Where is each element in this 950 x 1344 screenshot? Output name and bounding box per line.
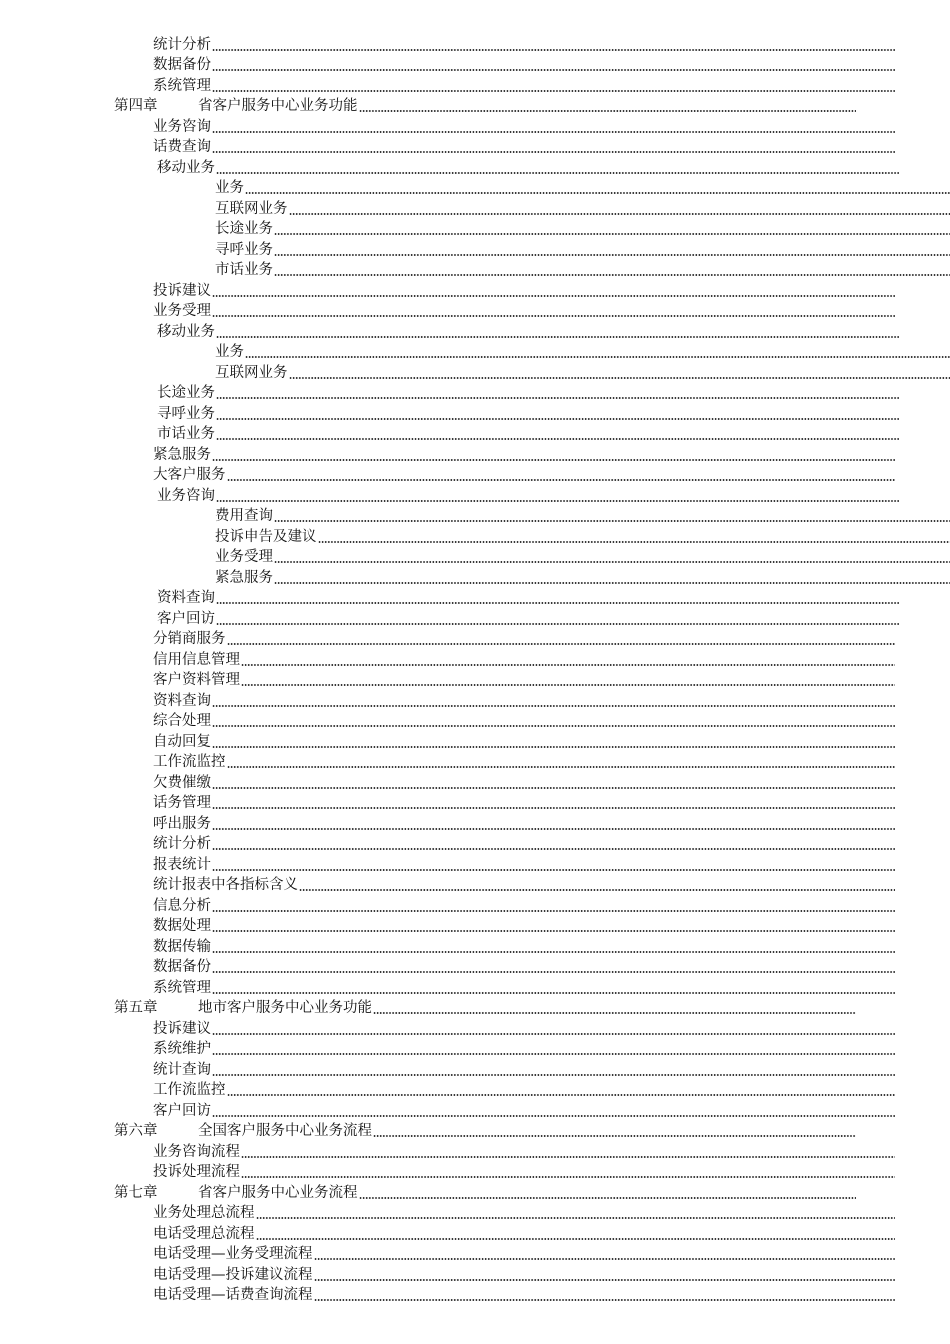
toc-entry-title: 电话受理—话费查询流程 — [153, 1287, 313, 1303]
toc-chapter-entry[interactable] — [0, 1120, 856, 1141]
dot-leader — [212, 807, 895, 809]
dot-leader — [289, 213, 950, 215]
toc-entry-title: 电话受理总流程 — [153, 1225, 255, 1242]
dot-leader — [274, 233, 950, 235]
toc-entry[interactable] — [0, 1079, 895, 1100]
toc-entry-title: 市话业务 — [215, 262, 273, 278]
toc-entry-title: 分销商服务 — [153, 631, 226, 647]
dot-leader — [274, 520, 950, 522]
dot-leader — [212, 49, 895, 51]
dot-leader — [212, 151, 895, 153]
toc-entry[interactable] — [0, 1140, 895, 1161]
toc-entry-title: 资料查询 — [157, 590, 215, 606]
dot-leader — [212, 315, 895, 317]
chapter-number: 第七章 — [114, 1184, 158, 1201]
toc-entry-title: 投诉处理流程 — [153, 1164, 240, 1180]
toc-entry-title: 数据备份 — [153, 959, 211, 975]
toc-entry-title: 投诉建议 — [153, 282, 211, 299]
dot-leader — [227, 643, 896, 645]
toc-entry-title: 长途业务 — [157, 385, 215, 401]
toc-entry-title: 紧急服务 — [153, 446, 211, 463]
toc-entry[interactable] — [0, 1202, 895, 1223]
toc-entry-title: 统计报表中各指标含义 — [153, 877, 298, 893]
dot-leader — [212, 90, 895, 92]
toc-entry-title: 系统维护 — [153, 1041, 211, 1057]
dot-leader — [227, 479, 896, 481]
toc-entry-title: 地市客户服务中心业务功能 — [198, 1000, 372, 1016]
toc-entry[interactable] — [0, 935, 895, 956]
toc-entry[interactable] — [0, 136, 895, 157]
toc-entry[interactable] — [0, 566, 950, 587]
toc-entry[interactable] — [0, 238, 950, 259]
dot-leader — [216, 623, 899, 625]
dot-leader — [299, 889, 895, 891]
dot-leader — [359, 110, 857, 112]
dot-leader — [241, 1156, 895, 1158]
toc-entry-title: 客户资料管理 — [153, 672, 240, 688]
chapter-number: 第四章 — [114, 98, 158, 114]
dot-leader — [212, 459, 895, 461]
dot-leader — [359, 1197, 857, 1199]
dot-leader — [212, 1115, 895, 1117]
dot-leader — [212, 828, 895, 830]
toc-entry[interactable] — [0, 505, 950, 526]
toc-entry-title: 业务 — [215, 344, 244, 360]
toc-entry[interactable] — [0, 730, 895, 751]
toc-entry[interactable] — [0, 833, 895, 854]
toc-entry-title: 互联网业务 — [215, 200, 288, 217]
dot-leader — [212, 746, 895, 748]
toc-entry[interactable] — [0, 33, 895, 54]
dot-leader — [245, 356, 950, 358]
toc-entry-title: 电话受理—投诉建议流程 — [153, 1266, 313, 1283]
dot-leader — [212, 910, 895, 912]
toc-entry[interactable] — [0, 218, 950, 239]
toc-entry-title: 长途业务 — [215, 221, 273, 237]
toc-entry-title: 统计分析 — [153, 36, 211, 53]
dot-leader — [274, 561, 950, 563]
toc-entry-title: 全国客户服务中心业务流程 — [198, 1123, 372, 1139]
dot-leader — [289, 377, 950, 379]
toc-entry[interactable] — [0, 1038, 895, 1059]
toc-entry[interactable] — [0, 546, 950, 567]
toc-entry[interactable] — [0, 669, 895, 690]
toc-entry-title: 业务咨询 — [153, 118, 211, 135]
toc-entry-title: 系统管理 — [153, 77, 211, 94]
toc-entry-title: 呼出服务 — [153, 815, 211, 832]
toc-entry[interactable] — [0, 607, 899, 628]
toc-entry[interactable] — [0, 177, 950, 198]
dot-leader — [212, 951, 895, 953]
dot-leader — [212, 725, 895, 727]
toc-entry-title: 业务受理 — [215, 549, 273, 565]
toc-entry[interactable] — [0, 525, 950, 546]
toc-entry-title: 综合处理 — [153, 713, 211, 729]
toc-entry-title: 投诉建议 — [153, 1020, 211, 1037]
dot-leader — [212, 787, 895, 789]
dot-leader — [212, 1053, 895, 1055]
dot-leader — [274, 274, 950, 276]
toc-entry-title: 报表统计 — [153, 856, 211, 873]
toc-entry-title: 寻呼业务 — [215, 241, 273, 258]
toc-entry-title: 数据处理 — [153, 918, 211, 934]
dot-leader — [212, 705, 895, 707]
table-of-contents — [0, 33, 950, 1304]
toc-entry[interactable] — [0, 382, 899, 403]
dot-leader — [227, 1094, 896, 1096]
chapter-number: 第五章 — [114, 1000, 158, 1016]
dot-leader — [212, 992, 895, 994]
toc-entry[interactable] — [0, 894, 895, 915]
toc-entry-title: 工作流监控 — [153, 754, 226, 770]
toc-entry[interactable] — [0, 156, 899, 177]
toc-entry-title: 互联网业务 — [215, 364, 288, 381]
dot-leader — [212, 1074, 895, 1076]
toc-entry[interactable] — [0, 279, 895, 300]
dot-leader — [216, 172, 899, 174]
toc-entry-title: 话务管理 — [153, 795, 211, 811]
toc-entry[interactable] — [0, 464, 895, 485]
toc-chapter-entry[interactable] — [0, 997, 856, 1018]
dot-leader — [227, 766, 896, 768]
dot-leader — [245, 192, 950, 194]
dot-leader — [212, 1033, 895, 1035]
toc-entry[interactable] — [0, 74, 895, 95]
toc-entry-title: 省客户服务中心业务流程 — [198, 1184, 358, 1201]
toc-entry[interactable] — [0, 361, 950, 382]
toc-entry[interactable] — [0, 341, 950, 362]
dot-leader — [241, 1176, 895, 1178]
toc-entry[interactable] — [0, 54, 895, 75]
toc-chapter-entry[interactable] — [0, 1181, 856, 1202]
toc-entry-title: 业务 — [215, 180, 244, 196]
toc-entry-title: 自动回复 — [153, 733, 211, 750]
dot-leader — [216, 418, 899, 420]
toc-entry-title: 省客户服务中心业务功能 — [198, 98, 358, 114]
dot-leader — [212, 848, 895, 850]
toc-entry-title: 紧急服务 — [215, 569, 273, 586]
toc-entry[interactable] — [0, 1284, 895, 1305]
toc-entry-title: 业务咨询 — [157, 487, 215, 504]
toc-entry[interactable] — [0, 915, 895, 936]
dot-leader — [314, 1299, 896, 1301]
toc-entry-title: 寻呼业务 — [157, 405, 215, 422]
toc-entry-title: 客户回访 — [153, 1102, 211, 1119]
toc-entry[interactable] — [0, 402, 899, 423]
toc-entry-title: 欠费催缴 — [153, 774, 211, 791]
toc-entry[interactable] — [0, 1222, 895, 1243]
dot-leader — [373, 1012, 856, 1014]
toc-entry[interactable] — [0, 956, 895, 977]
toc-chapter-entry[interactable] — [0, 95, 856, 116]
dot-leader — [216, 500, 899, 502]
dot-leader — [241, 664, 895, 666]
dot-leader — [216, 438, 899, 440]
toc-entry[interactable] — [0, 1017, 895, 1038]
dot-leader — [216, 397, 899, 399]
toc-entry[interactable] — [0, 812, 895, 833]
toc-entry[interactable] — [0, 689, 895, 710]
toc-entry-title: 电话受理—业务受理流程 — [153, 1246, 313, 1262]
dot-leader — [314, 1258, 896, 1260]
toc-entry[interactable] — [0, 751, 895, 772]
toc-entry[interactable] — [0, 771, 895, 792]
dot-leader — [216, 336, 899, 338]
toc-entry[interactable] — [0, 853, 895, 874]
chapter-number: 第六章 — [114, 1123, 158, 1139]
dot-leader — [212, 930, 895, 932]
toc-entry-title: 市话业务 — [157, 426, 215, 442]
toc-entry[interactable] — [0, 1243, 895, 1264]
toc-entry[interactable] — [0, 259, 950, 280]
toc-entry-title: 资料查询 — [153, 692, 211, 709]
toc-entry[interactable] — [0, 115, 895, 136]
dot-leader — [256, 1238, 896, 1240]
toc-entry-title: 数据备份 — [153, 57, 211, 73]
toc-entry-title: 业务受理 — [153, 303, 211, 319]
toc-entry-title: 业务处理总流程 — [153, 1205, 255, 1221]
toc-entry-title: 数据传输 — [153, 938, 211, 955]
dot-leader — [216, 602, 899, 604]
dot-leader — [212, 131, 895, 133]
toc-entry[interactable] — [0, 443, 895, 464]
toc-entry[interactable] — [0, 587, 899, 608]
toc-entry[interactable] — [0, 1099, 895, 1120]
toc-entry-title: 费用查询 — [215, 508, 273, 524]
dot-leader — [212, 69, 895, 71]
dot-leader — [373, 1135, 856, 1137]
dot-leader — [241, 684, 895, 686]
toc-entry-title: 统计分析 — [153, 836, 211, 852]
toc-entry[interactable] — [0, 320, 899, 341]
toc-entry-title: 移动业务 — [157, 323, 215, 340]
toc-entry[interactable] — [0, 484, 899, 505]
toc-entry[interactable] — [0, 1263, 895, 1284]
toc-entry-title: 工作流监控 — [153, 1082, 226, 1098]
toc-entry-title: 话费查询 — [153, 139, 211, 155]
toc-entry[interactable] — [0, 976, 895, 997]
dot-leader — [212, 971, 895, 973]
toc-entry-title: 客户回访 — [157, 610, 215, 627]
toc-entry-title: 系统管理 — [153, 979, 211, 996]
dot-leader — [274, 582, 950, 584]
dot-leader — [314, 1279, 896, 1281]
toc-entry[interactable] — [0, 874, 895, 895]
toc-entry-title: 移动业务 — [157, 159, 215, 176]
toc-entry[interactable] — [0, 197, 950, 218]
dot-leader — [212, 295, 895, 297]
toc-entry[interactable] — [0, 710, 895, 731]
dot-leader — [212, 869, 895, 871]
toc-entry-title: 业务咨询流程 — [153, 1143, 240, 1160]
toc-entry-title: 投诉申告及建议 — [215, 528, 317, 545]
dot-leader — [274, 254, 950, 256]
toc-entry[interactable] — [0, 423, 899, 444]
toc-entry-title: 统计查询 — [153, 1061, 211, 1078]
toc-entry[interactable] — [0, 628, 895, 649]
toc-entry-title: 信息分析 — [153, 897, 211, 914]
toc-entry[interactable] — [0, 648, 895, 669]
toc-entry-title: 信用信息管理 — [153, 651, 240, 668]
toc-entry-title: 大客户服务 — [153, 467, 226, 483]
toc-entry[interactable] — [0, 1058, 895, 1079]
toc-entry[interactable] — [0, 1161, 895, 1182]
dot-leader — [318, 541, 950, 543]
dot-leader — [256, 1217, 896, 1219]
toc-entry[interactable] — [0, 300, 895, 321]
toc-entry[interactable] — [0, 792, 895, 813]
